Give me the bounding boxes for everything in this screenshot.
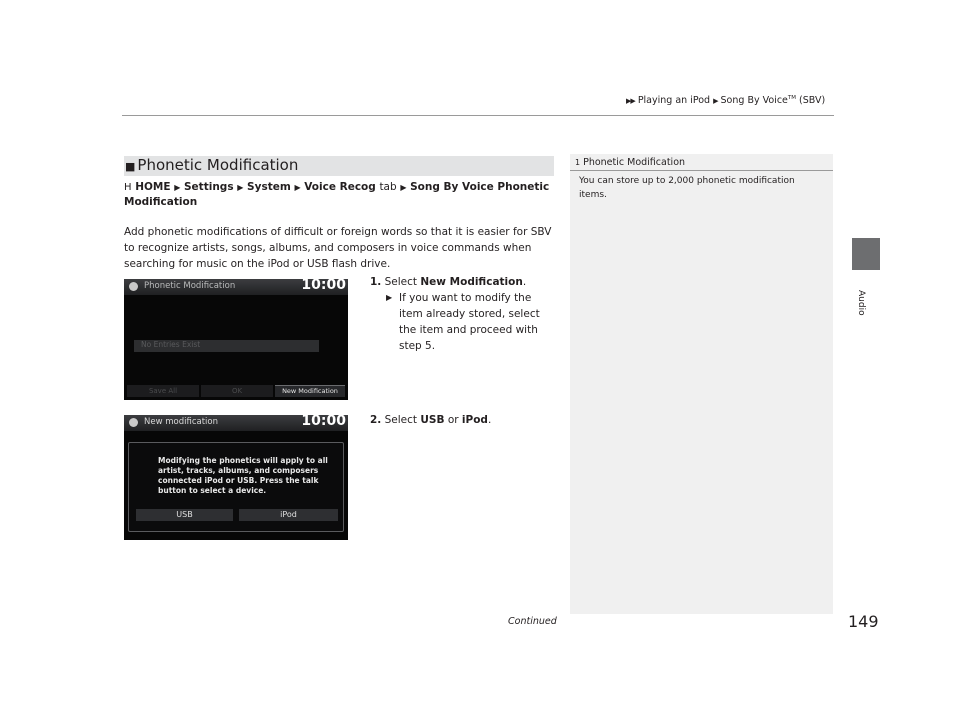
breadcrumb-item-sbv: Song By Voice (720, 95, 788, 107)
nav-step-voice-recog: Voice Recog (304, 181, 376, 193)
screen-title: New modification (144, 417, 218, 427)
home-path-icon: H (124, 182, 132, 193)
chapter-tab (852, 238, 880, 270)
continued-label: Continued (508, 616, 557, 627)
breadcrumb-arrow-icon: ▶▶ (626, 97, 635, 106)
breadcrumb-arrow-icon: ▶ (713, 97, 718, 106)
nav-step-sbv-phonetic: Song By Voice Phonetic Modification (124, 181, 550, 208)
breadcrumb-item-sbv-suffix: (SBV) (799, 95, 826, 107)
nav-step-settings: Settings (184, 181, 234, 193)
nav-step-home: HOME (135, 181, 171, 193)
callout-heading (575, 157, 685, 168)
step-2-joiner: or (447, 414, 459, 426)
step-2-prefix: Select (384, 414, 418, 426)
new-modification-button[interactable]: New Modification (275, 385, 345, 397)
empty-list-text: No Entries Exist (141, 340, 201, 349)
entries-list-row (134, 340, 319, 352)
navigation-path (124, 180, 556, 210)
screen-phonetic-modification (124, 279, 348, 400)
step-1-suffix: . (522, 276, 527, 288)
screen-header (124, 415, 348, 431)
chapter-tab-label: Audio (856, 290, 866, 316)
callout-rule (570, 170, 833, 171)
save-all-button[interactable]: Save All (127, 385, 199, 397)
usb-button[interactable]: USB (136, 509, 233, 521)
step-1-note-text: If you want to modify the item already stored, select the item and proceed with step 5. (399, 292, 540, 352)
step-2-number: 2. (370, 414, 382, 426)
ipod-button[interactable]: iPod (239, 509, 338, 521)
path-arrow-icon: ▶ (400, 183, 407, 192)
screen-clock: 10:00 (301, 277, 346, 293)
step-2-target-ipod: iPod (461, 414, 488, 426)
callout-panel (570, 154, 833, 614)
breadcrumb (626, 95, 825, 106)
screen-clock: 10:00 (301, 413, 346, 429)
step-1-number: 1. (370, 276, 382, 288)
callout-number: 1 (575, 158, 581, 167)
trademark-mark: TM (787, 95, 796, 101)
path-arrow-icon: ▶ (174, 183, 181, 192)
section-title-text: Phonetic Modification (137, 156, 299, 174)
callout-text: You can store up to 2,000 phonetic modification items. (579, 176, 795, 200)
page-number: 149 (848, 612, 879, 631)
dialog-message: Modifying the phonetics will apply to all artist, tracks, albums, and composers connected iPod or USB. Press the talk button to select a device. (158, 456, 328, 495)
ok-button[interactable]: OK (201, 385, 273, 397)
section-description: Add phonetic modifications of difficult or foreign words so that it is easier for SBV to recognize artists, songs, albums, and composers in voice commands when searching for music on the iPod or USB flash drive. (124, 226, 552, 270)
screen-title: Phonetic Modification (144, 281, 236, 291)
dialog-box (128, 442, 344, 532)
menu-dot-icon (129, 418, 138, 427)
screen-new-modification (124, 415, 348, 540)
note-arrow-icon: ▶ (386, 293, 393, 302)
step-1-note (386, 290, 556, 354)
callout-title: Phonetic Modification (583, 157, 686, 168)
screen-header (124, 279, 348, 295)
step-2-target-usb: USB (420, 414, 445, 426)
step-2-suffix: . (487, 414, 492, 426)
menu-dot-icon (129, 282, 138, 291)
step-1 (370, 274, 526, 290)
path-arrow-icon: ▶ (294, 183, 301, 192)
step-1-target: New Modification (420, 276, 523, 288)
step-1-prefix: Select (384, 276, 418, 288)
breadcrumb-item-ipod: Playing an iPod (637, 95, 711, 107)
step-2 (370, 412, 491, 428)
nav-step-system: System (247, 181, 291, 193)
square-bullet-icon: ■ (125, 160, 136, 173)
section-title (125, 156, 298, 174)
path-arrow-icon: ▶ (237, 183, 244, 192)
nav-step-tab-word: tab (379, 181, 397, 193)
header-rule (122, 115, 834, 116)
